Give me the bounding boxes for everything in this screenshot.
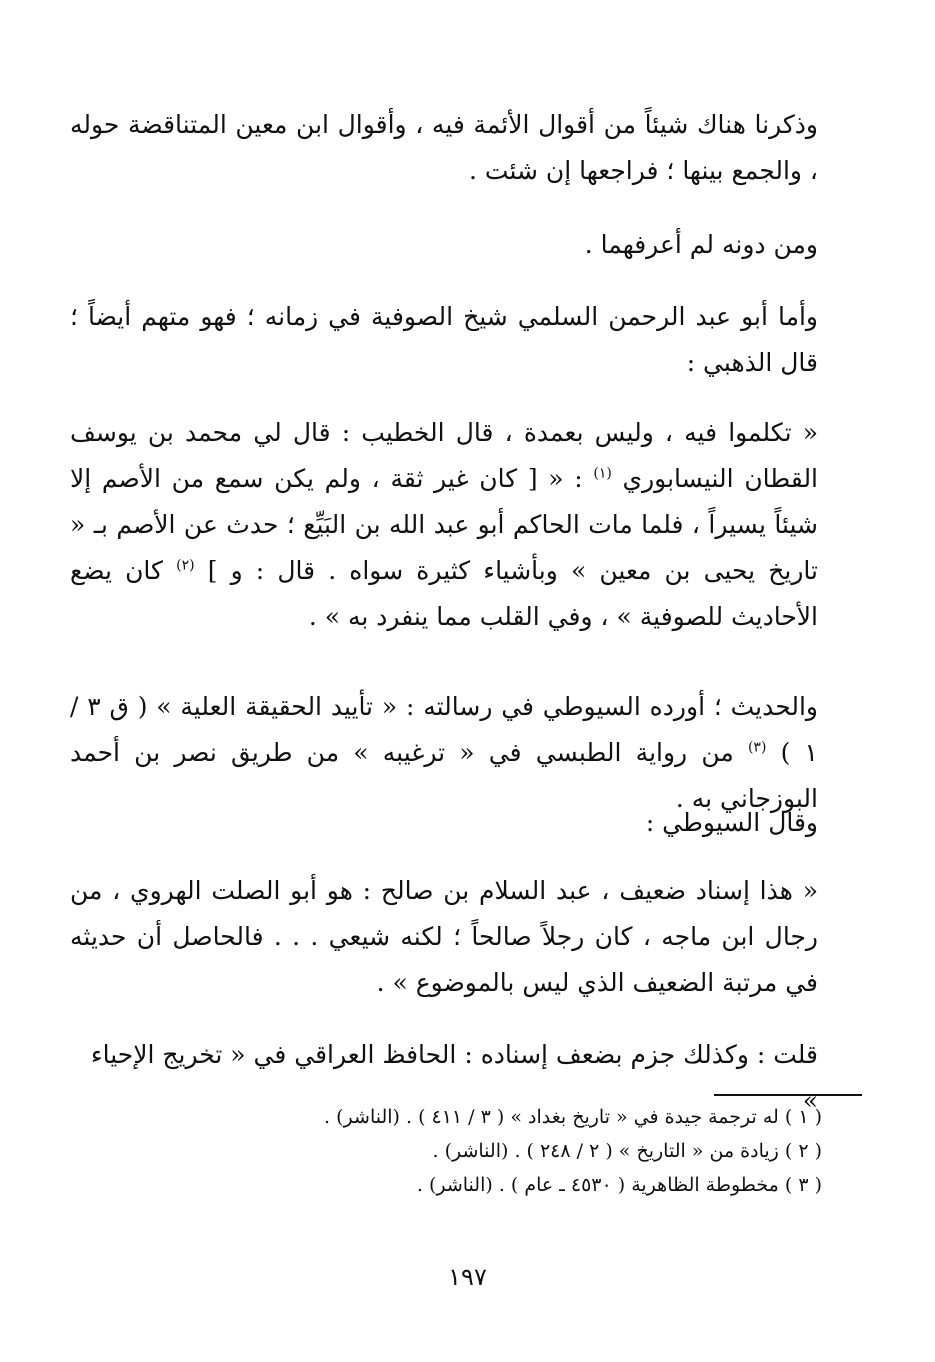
main-text xyxy=(70,294,862,386)
quote-dhahabi xyxy=(70,410,862,640)
paragraph-3 xyxy=(70,294,862,386)
paragraph-1-text: وذكرنا هناك شيئاً من أقوال الأئمة فيه ، وأقوال ابن معين المتناقضة حوله ، والجمع بينها ؛ فراجعها إن شئت . xyxy=(70,110,818,185)
quote-dhahabi-text-a: « تكلموا فيه ، وليس بعمدة ، قال الخطيب : قال لي محمد بن يوسف القطان النيسابوري xyxy=(70,418,819,493)
footnote-ref-3: (٣) xyxy=(747,739,767,756)
main-text xyxy=(70,222,862,268)
quote-suyuti xyxy=(70,868,862,1006)
paragraph-2 xyxy=(70,222,862,268)
main-text xyxy=(70,410,862,640)
quote-dhahabi-text-c: كان يضع الأحاديث للصوفية » ، وفي القلب مما ينفرد به » . xyxy=(70,556,818,631)
paragraph-3-text: وأما أبو عبد الرحمن السلمي شيخ الصوفية في زمانه ؛ فهو متهم أيضاً ؛ قال الذهبي : xyxy=(70,302,818,377)
paragraph-2-text: ومن دونه لم أعرفهما . xyxy=(584,230,818,259)
footnote-1: ( ١ ) له ترجمة جيدة في « تاريخ بغداد » ( ٣ / ٤١١ ) . (الناشر) . xyxy=(324,1106,822,1128)
footnotes xyxy=(70,1100,862,1202)
paragraph-suyuti-said-text: وقال السيوطي : xyxy=(645,808,818,837)
quote-dhahabi-text-b: : « [ كان غير ثقة ، ولم يكن سمع من الأصم إلا شيئاً يسيراً ، فلما مات الحاكم أبو عبد الله بن البَيِّع ؛ حدث عن الأصم بـ « تاريخ يحيى بن معين » وبأشياء كثيرة سواه . قال : و ] xyxy=(70,464,818,585)
paragraph-suyuti-source-text-b: من رواية الطبسي في « ترغيبه » من طريق نصر بن أحمد البوزجاني به . xyxy=(70,738,818,813)
paragraph-suyuti-source-text-a: والحديث ؛ أورده السيوطي في رسالته : « تأييد الحقيقة العلية » ( ق ٣ / ١ ) xyxy=(70,692,818,767)
footnote-2: ( ٢ ) زيادة من « التاريخ » ( ٢ / ٢٤٨ ) . (الناشر) . xyxy=(432,1140,822,1162)
paragraph-1 xyxy=(70,102,862,194)
paragraph-iraqi-text: قلت : وكذلك جزم بضعف إسناده : الحافظ العراقي في « تخريج الإحياء » xyxy=(90,1040,818,1115)
main-text xyxy=(70,102,862,194)
page-number: ١٩٧ xyxy=(448,1263,487,1291)
main-text xyxy=(70,868,862,1006)
footnote-ref-1: (١) xyxy=(593,465,612,482)
quote-suyuti-text: « هذا إسناد ضعيف ، عبد السلام بن صالح : هو أبو الصلت الهروي ، من رجال ابن ماجه ، كان رجلاً صالحاً ؛ لكنه شيعي . . . فالحاصل أن حديثه في مرتبة الضعيف الذي ليس بالموضوع » . xyxy=(70,876,818,997)
footnote-ref-2: (٢) xyxy=(176,557,195,574)
paragraph-suyuti-said xyxy=(70,800,862,846)
main-text xyxy=(70,800,862,846)
footnote-divider xyxy=(714,1094,862,1096)
footnote-3: ( ٣ ) مخطوطة الظاهرية ( ٤٥٣٠ ـ عام ) . (الناشر) . xyxy=(416,1174,822,1196)
